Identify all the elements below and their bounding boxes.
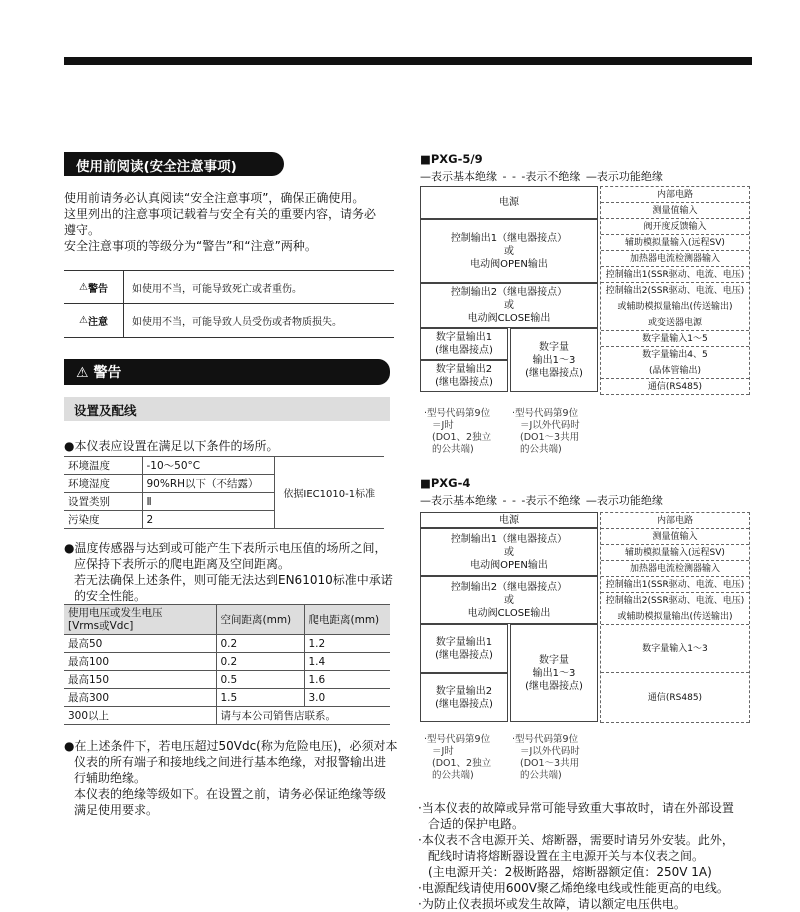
cond-intro: ●本仪表应设置在满足以下条件的场所。	[64, 439, 279, 453]
dist-header	[64, 605, 216, 635]
dist-header: 空间距离(mm)	[216, 605, 304, 635]
legend-none: - - -表示不绝缘	[502, 170, 581, 183]
power-box: 电源	[420, 186, 598, 219]
right-item: 加热器电流检测器输入	[601, 561, 749, 577]
box-line: 输出1～3	[532, 354, 576, 366]
dist-cell: 最高150	[64, 671, 216, 689]
note-line: 的公共端)	[520, 770, 562, 781]
note-line: (DO1、2独立	[432, 758, 492, 769]
pxg59-right-list	[600, 186, 750, 395]
insul-line: 满足使用要求。	[74, 803, 159, 817]
cond-val: 90%RH以下（不结露）	[142, 475, 274, 493]
do1-box	[420, 624, 508, 673]
intro-line: 这里列出的注意事项记载着与安全有关的重要内容，请务必	[64, 207, 377, 221]
pxg59-note-1	[424, 408, 491, 456]
dist-header: 爬电距离(mm)	[304, 605, 390, 635]
caution-triangle-icon: ⚠	[79, 315, 88, 326]
bullet-notes	[418, 800, 758, 912]
note-line: ＝J以外代码时	[520, 420, 580, 431]
level-label: 注意	[87, 317, 108, 328]
dist-cell: 最高100	[64, 653, 216, 671]
cond-key: 环境温度	[64, 457, 142, 475]
legend-functional: —表示功能绝缘	[585, 494, 663, 507]
note-line: 的公共端)	[432, 770, 474, 781]
dist-cell: 0.2	[216, 653, 304, 671]
insul-text	[64, 738, 404, 818]
box-line: (继电器接点)	[525, 367, 583, 379]
note-line: (DO1～3共用	[520, 432, 580, 443]
note-line: 的公共端)	[520, 444, 562, 455]
right-item: 内部电路	[601, 187, 749, 203]
bullet-line: 配线时请将熔断器设置在主电源开关与本仪表之间。	[428, 849, 705, 863]
do-shared-box	[510, 328, 598, 392]
pxg4-right-list	[600, 512, 750, 723]
do1-box	[420, 328, 508, 360]
box-line: 或	[504, 546, 514, 558]
dist-line: ●温度传感器与达到或可能产生下表所示电压值的场所之间，	[64, 541, 387, 555]
pxg4-note-2	[512, 734, 580, 782]
dist-cell: 最高50	[64, 635, 216, 653]
dist-cell: 0.2	[216, 635, 304, 653]
box-line: (继电器接点)	[435, 377, 493, 388]
right-item: 通信(RS485)	[601, 673, 749, 723]
do2-box	[420, 673, 508, 722]
right-item: 控制输出1(SSR驱动、电流、电压)	[601, 267, 749, 283]
box-line: (继电器接点)	[435, 649, 493, 661]
right-item: 辅助模拟量输入(远程SV)	[601, 545, 749, 561]
box-line: 数字量输出1	[435, 636, 493, 648]
bullet-line: (主电源开关：2极断路器，熔断器额定值：250V 1A)	[428, 865, 712, 879]
cond-key: 环境湿度	[64, 475, 142, 493]
box-line: 或	[504, 300, 514, 311]
ctl1-box	[420, 528, 598, 576]
cond-val: 2	[142, 511, 274, 529]
box-line: 电动阀OPEN输出	[470, 559, 548, 571]
note-line: ＝J时	[432, 746, 454, 757]
right-item: 控制输出1(SSR驱动、电流、电压)	[601, 577, 749, 593]
insul-line: 仪表的所有端子和接地线之间进行基本绝缘，对报警输出进	[74, 755, 387, 769]
dist-cell: 1.4	[304, 653, 390, 671]
dist-table	[64, 604, 390, 725]
power-box: 电源	[420, 512, 598, 528]
bullet-line: ·为防止仪表损坏或发生故障，请以额定电压供电。	[418, 897, 686, 911]
legend-2	[420, 494, 663, 508]
pxg59-diagram	[420, 186, 750, 392]
dist-cell: 请与本公司销售店联系。	[216, 707, 390, 725]
dist-cell: 3.0	[304, 689, 390, 707]
dist-line: 的安全性能。	[74, 589, 147, 603]
warning-header	[64, 359, 390, 385]
warning-title: 警告	[93, 365, 122, 381]
note-line: (DO1、2独立	[432, 432, 492, 443]
dist-line: 应保持下表所示的爬电距离及空间距离。	[74, 557, 291, 571]
warning-icon: ⚠	[76, 365, 94, 381]
legend-basic: —表示基本绝缘	[420, 494, 497, 507]
box-line: 数字量输出1	[435, 332, 493, 343]
pxg4-title: ■PXG-4	[420, 476, 471, 490]
note-line: ·型号代码第9位	[512, 734, 579, 745]
setup-header: 设置及配线	[64, 397, 390, 421]
ctl2-box	[420, 283, 598, 328]
box-line: 或	[504, 594, 514, 606]
level-label: 警告	[87, 283, 108, 295]
legend	[420, 170, 663, 184]
note-line: (DO1～3共用	[520, 758, 580, 769]
warning-triangle-icon: ⚠	[79, 281, 88, 293]
intro-text	[64, 190, 404, 254]
cond-val: -10～50°C	[142, 457, 274, 475]
right-item: 内部电路	[601, 513, 749, 529]
cond-val: Ⅱ	[142, 493, 274, 511]
dist-text	[64, 540, 404, 604]
pxg4-diagram	[420, 512, 750, 722]
pxg59-note-2	[512, 408, 580, 456]
intro-line: 安全注意事项的等级分为“警告”和“注意”两种。	[64, 239, 317, 253]
box-line: 控制输出1（继电器接点）	[450, 232, 568, 244]
ctl1-box	[420, 219, 598, 283]
box-line: 数字量	[539, 654, 569, 666]
insul-line: 本仪表的绝缘等级如下。在设置之前，请务必保证绝缘等级	[74, 787, 387, 801]
box-line: 控制输出2（继电器接点）	[450, 581, 568, 593]
box-line: 或	[504, 245, 514, 257]
note-line: ＝J以外代码时	[520, 746, 580, 757]
right-item: 控制输出2(SSR驱动、电流、电压)	[605, 286, 745, 296]
box-line: 电动阀CLOSE输出	[467, 607, 551, 619]
box-line: 电动阀OPEN输出	[470, 258, 548, 270]
cond-key: 设置类别	[64, 493, 142, 511]
box-line: 数字量	[539, 341, 569, 353]
right-item: 辅助模拟量输入(远程SV)	[601, 235, 749, 251]
insul-line: 行辅助绝缘。	[74, 771, 147, 785]
dist-cell: 1.2	[304, 635, 390, 653]
cond-standard: 依据IEC1010-1标准	[274, 457, 384, 529]
right-item: 或变送器电源	[601, 315, 749, 331]
right-item: 测量值输入	[601, 203, 749, 219]
box-line: 电动阀CLOSE输出	[467, 313, 551, 324]
dist-header-line: 使用电压或发生电压	[68, 606, 163, 619]
intro-line: 使用前请务必认真阅读“安全注意事项”，确保正确使用。	[64, 191, 365, 205]
right-item: (晶体管输出)	[601, 363, 749, 379]
legend-none: - - -表示不绝缘	[502, 494, 581, 507]
box-line: (继电器接点)	[435, 698, 493, 710]
note-line: 的公共端)	[432, 444, 474, 455]
box-line: 控制输出1（继电器接点）	[450, 533, 568, 545]
insul-line: ●在上述条件下，若电压超过50Vdc(称为危险电压)，必须对本	[64, 739, 398, 753]
do2-box	[420, 360, 508, 392]
right-item: 数字量输入1～5	[601, 331, 749, 347]
dist-cell: 1.6	[304, 671, 390, 689]
right-item: 加热器电流检测器输入	[601, 251, 749, 267]
right-item: 控制输出2(SSR驱动、电流、电压)	[605, 596, 745, 606]
right-item: 数字量输入1～3	[601, 625, 749, 673]
right-item: 阀开度反馈输入	[601, 219, 749, 235]
dist-cell: 0.5	[216, 671, 304, 689]
right-item: 或辅助模拟量输出(传送输出)	[617, 302, 733, 312]
box-line: 数字量输出2	[435, 364, 493, 375]
box-line: (继电器接点)	[525, 680, 583, 692]
dist-header-line: [Vrms或Vdc]	[68, 619, 134, 632]
level-table	[64, 270, 394, 338]
bullet-line: ·本仪表不含电源开关、熔断器，需要时请另外安装。此外，	[418, 833, 734, 847]
dist-cell: 最高300	[64, 689, 216, 707]
right-item: 测量值输入	[601, 529, 749, 545]
top-rule	[64, 57, 752, 65]
box-line: 数字量输出2	[435, 685, 493, 697]
level-desc: 如使用不当，可能导致死亡或者重伤。	[132, 283, 302, 295]
right-item: 通信(RS485)	[601, 379, 749, 395]
ctl2-box	[420, 576, 598, 624]
do-shared-box	[510, 624, 598, 722]
dist-line: 若无法确保上述条件，则可能无法达到EN61010标准中承诺	[74, 573, 393, 587]
legend-basic: —表示基本绝缘	[420, 170, 497, 183]
bullet-line: 合适的保护电路。	[428, 817, 525, 831]
box-line: (继电器接点)	[435, 345, 493, 356]
dist-cell: 1.5	[216, 689, 304, 707]
right-item: 数字量输出4、5	[642, 350, 708, 360]
box-line: 控制输出2（继电器接点）	[450, 287, 568, 298]
note-line: ·型号代码第9位	[512, 408, 579, 419]
pxg59-title: ■PXG-5/9	[420, 152, 483, 166]
pxg4-note-1	[424, 734, 491, 782]
cond-key: 污染度	[64, 511, 142, 529]
note-line: ·型号代码第9位	[424, 408, 491, 419]
box-line: 输出1～3	[532, 667, 576, 679]
level-desc: 如使用不当，可能导致人员受伤或者物质损失。	[132, 317, 342, 328]
right-item: 或辅助模拟量输出(传送输出)	[601, 609, 749, 625]
legend-functional: —表示功能绝缘	[585, 170, 663, 183]
cond-table	[64, 456, 384, 529]
bullet-line: ·当本仪表的故障或异常可能导致重大事故时，请在外部设置	[418, 801, 734, 815]
note-line: ·型号代码第9位	[424, 734, 491, 745]
intro-line: 遵守。	[64, 223, 101, 237]
note-line: ＝J时	[432, 420, 454, 431]
dist-cell: 300以上	[64, 707, 216, 725]
section-title-safety: 使用前阅读(安全注意事项)	[64, 152, 284, 176]
bullet-line: ·电源配线请使用600V聚乙烯绝缘电线或性能更高的电线。	[418, 881, 729, 895]
